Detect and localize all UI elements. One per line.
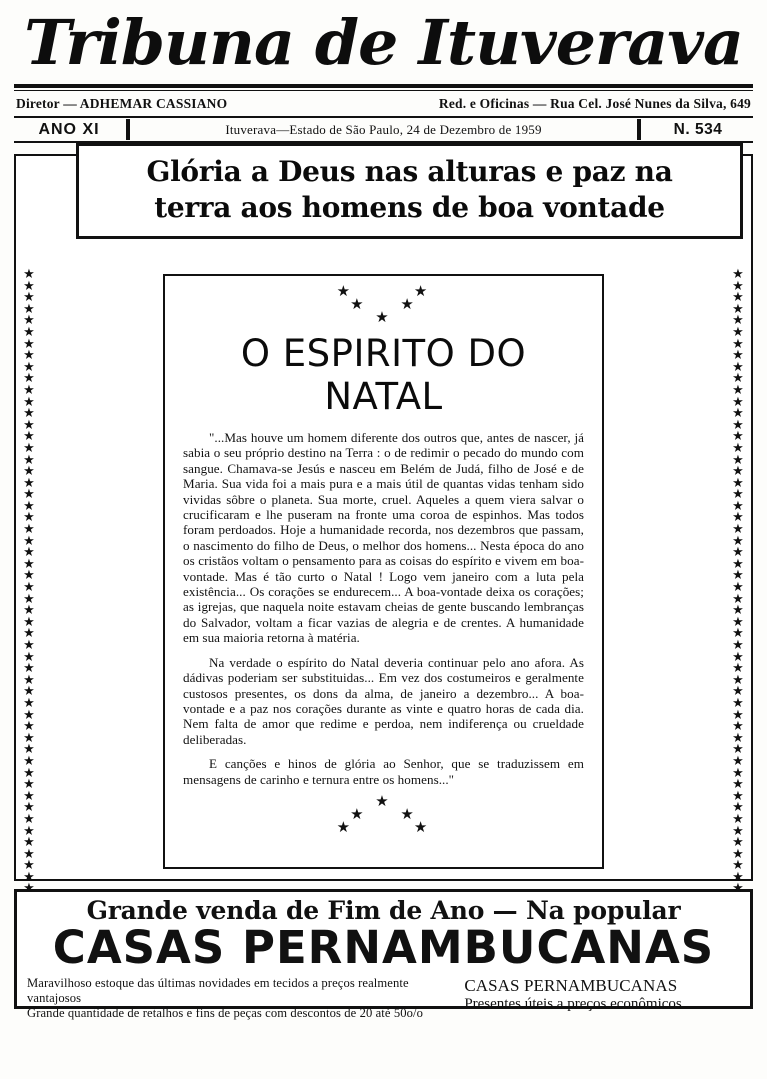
article-paragraph: "...Mas houve um homem diferente dos outros que, antes de nascer, já sabia o seu próprio destino na Terra : o de redimir o pecado do mundo com sangue. Chamava-se Jesús e nasceu em Belém de Judá, filho de José e de Maria. Sua vida foi a mais pura e a mais útil de quantas vidas tenham sido vividas sôbre o planeta. Sua morte, cruel. Aqueles a quem viera salvar o crucificaram e lhe puseram na fronte uma coroa de espinhos. Mas todos foram perdoados. Hoje a humanidade recorda, nos dezembros que passam, o nascimento do filho de Deus, o melhor dos homens... Nesta época do ano os cristãos voltam o pensamento para as coisas do espírito e vivem em boa-vontade. Mas é tão curto o Natal ! Logo vem janeiro com a luta pela existência... Os corações se endurecem... A boa-vontade deixa os corações; as igrejas, que naquela noite estavam cheias de gente buscando lembranças do Salvador, voltam a ficar vazias de alegria e de crentes. A humanidade em sua maioria retorna à matéria.	[183, 430, 584, 646]
headline-box	[76, 143, 743, 239]
office-address-label: Red. e Oficinas — Rua Cel. José Nunes da Silva, 649	[438, 96, 751, 111]
issue-number: N. 534	[673, 120, 723, 138]
newspaper-title: Tribuna de Ituverava	[24, 6, 743, 79]
ad-brand-name: CASAS PERNAMBUCANAS	[52, 921, 715, 974]
masthead-rule-thick	[14, 84, 753, 88]
article-body	[183, 430, 584, 787]
article-box	[163, 274, 604, 869]
masthead-rule-thin	[14, 90, 753, 91]
star-row-top-1: ★ ★	[336, 284, 431, 300]
star-row-bottom-3: ★ ★	[336, 819, 431, 836]
issue-year: ANO XI	[38, 120, 100, 138]
body-frame	[14, 154, 753, 896]
headline-line-2: terra aos homens de boa vontade	[154, 190, 665, 224]
star-row-top-3: ★	[375, 310, 392, 326]
advertisement-box	[14, 889, 753, 1020]
ad-left-line-2: Grande quantidade de retalhos e fins de peças com descontos de 20 até 50o/o	[27, 1005, 424, 1020]
ad-right-column	[464, 976, 740, 1021]
ad-left-column	[27, 976, 464, 1021]
ad-bottom-row	[27, 976, 740, 1021]
star-row-bottom-2: ★ ★	[350, 806, 417, 823]
headline-line-1: Glória a Deus nas alturas e paz na	[146, 155, 673, 188]
article-title: O ESPIRITO DO NATAL	[240, 332, 527, 418]
article-paragraph: Na verdade o espírito do Natal deveria continuar pelo ano afora. As dádivas poderiam ser substituidas... Em vez dos costumeiros e geralmente custosos presentes, os dons da alma, de janeiro a dezembro... A boa-vontade e a paz nos corações durante as vinte e quatro horas de cada dia. Nem falta de amor que redime e perdoa, nem indiferença ou crueldade deliberadas.	[183, 654, 584, 747]
credits-bar	[16, 96, 751, 112]
star-row-bottom-1: ★	[375, 793, 392, 810]
ad-headline: Grande venda de Fim de Ano — Na popular	[86, 896, 681, 925]
ad-right-tagline: Presentes úteis a preços econômicos	[464, 995, 682, 1012]
issue-place-date: Ituverava—Estado de São Paulo, 24 de Dezembro de 1959	[225, 121, 542, 137]
masthead	[0, 0, 767, 79]
star-ornament-bottom	[183, 793, 584, 842]
star-border-right: ★ ★ ★ ★ ★ ★ ★ ★ ★ ★ ★ ★ ★ ★ ★ ★ ★ ★ ★ ★ ★ ★ ★ ★ ★ ★ ★ ★ ★ ★ ★ ★ ★ ★ ★ ★ ★ ★ ★ ★ ★ ★ ★ ★ ★ ★ ★ ★ ★ ★ ★ ★ ★ ★	[732, 266, 744, 896]
article-paragraph: E canções e hinos de glória ao Senhor, que se traduzissem em mensagens de carinho e ternura entre os homens..."	[183, 756, 584, 787]
star-row-top-2: ★ ★	[350, 297, 417, 313]
issue-line	[14, 116, 753, 143]
issue-divider-left	[126, 119, 130, 140]
issue-divider-right	[637, 119, 641, 140]
star-ornament-top	[183, 286, 584, 328]
director-label: Diretor — ADHEMAR CASSIANO	[16, 96, 228, 111]
ad-right-brand: CASAS PERNAMBUCANAS	[464, 975, 678, 995]
ad-left-line-1: Maravilhoso estoque das últimas novidades em tecidos a preços realmente vantajosos	[27, 975, 409, 1005]
star-border-left: ★ ★ ★ ★ ★ ★ ★ ★ ★ ★ ★ ★ ★ ★ ★ ★ ★ ★ ★ ★ ★ ★ ★ ★ ★ ★ ★ ★ ★ ★ ★ ★ ★ ★ ★ ★ ★ ★ ★ ★ ★ ★ ★ ★ ★ ★ ★ ★ ★ ★ ★ ★ ★ ★	[23, 266, 35, 896]
